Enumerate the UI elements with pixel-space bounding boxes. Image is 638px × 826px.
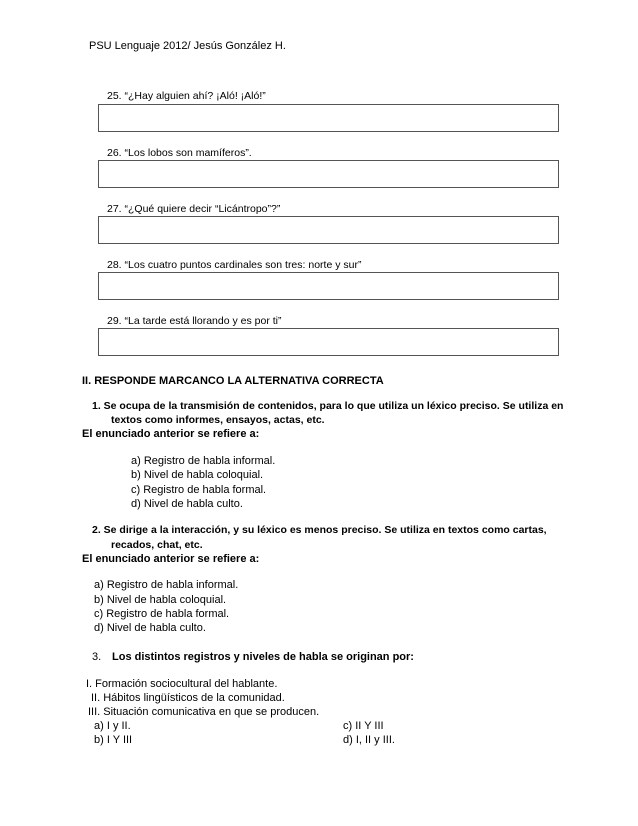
section2-title: II. RESPONDE MARCANCO LA ALTERNATIVA CORRECTA (82, 375, 384, 387)
q3-option-c[interactable]: c) II Y III (343, 720, 384, 732)
q1-option-c[interactable]: c) Registro de habla formal. (131, 484, 267, 496)
q3-option-b[interactable]: b) I Y III (94, 734, 133, 746)
q2-option-b[interactable]: b) Nivel de habla coloquial. (94, 594, 227, 606)
q1-option-b[interactable]: b) Nivel de habla coloquial. (131, 469, 264, 481)
page-header: PSU Lenguaje 2012/ Jesús González H. (89, 40, 286, 52)
q3-option-d[interactable]: d) I, II y III. (343, 734, 395, 746)
q3-statement-2: II. Hábitos lingüísticos de la comunidad. (91, 692, 285, 704)
q2-line2: recados, chat, etc. (111, 539, 203, 551)
q2-option-a[interactable]: a) Registro de habla informal. (94, 579, 239, 591)
answer-box-26[interactable] (98, 160, 559, 188)
answer-box-25[interactable] (98, 104, 559, 132)
item-25: 25. “¿Hay alguien ahí? ¡Aló! ¡Aló!” (107, 90, 266, 102)
answer-box-29[interactable] (98, 328, 559, 356)
q2-line1: 2. Se dirige a la interacción, y su léxico es menos preciso. Se utiliza en textos como cartas, (92, 524, 547, 536)
q3-option-a[interactable]: a) I y II. (94, 720, 131, 732)
item-27: 27. “¿Qué quiere decir “Licántropo”?” (107, 203, 281, 215)
q1-prompt: El enunciado anterior se refiere a: (82, 428, 260, 440)
q1-option-d[interactable]: d) Nivel de habla culto. (131, 498, 243, 510)
q3-statement-3: III. Situación comunicativa en que se producen. (88, 706, 320, 718)
q3-stem: Los distintos registros y niveles de habla se originan por: (112, 651, 414, 663)
q2-prompt: El enunciado anterior se refiere a: (82, 553, 260, 565)
q3-statement-1: I. Formación sociocultural del hablante. (86, 678, 278, 690)
item-29: 29. “La tarde está llorando y es por ti” (107, 315, 282, 327)
item-26: 26. “Los lobos son mamíferos”. (107, 147, 252, 159)
answer-box-28[interactable] (98, 272, 559, 300)
answer-box-27[interactable] (98, 216, 559, 244)
q1-line1: 1. Se ocupa de la transmisión de contenidos, para lo que utiliza un léxico preciso. Se utiliza en (92, 400, 564, 412)
q2-option-d[interactable]: d) Nivel de habla culto. (94, 622, 206, 634)
q1-option-a[interactable]: a) Registro de habla informal. (131, 455, 276, 467)
item-28: 28. “Los cuatro puntos cardinales son tres: norte y sur” (107, 259, 362, 271)
q3-number: 3. (92, 651, 102, 663)
q1-line2: textos como informes, ensayos, actas, etc. (111, 414, 325, 426)
q2-option-c[interactable]: c) Registro de habla formal. (94, 608, 230, 620)
